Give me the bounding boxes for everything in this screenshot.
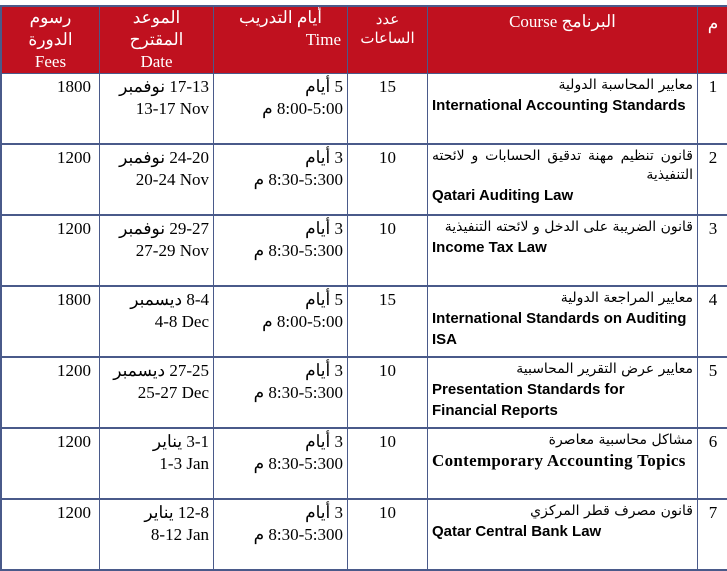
header-date	[100, 7, 214, 74]
course-name-ar: قانون الضريبة على الدخل و لائحته التنفيذية	[444, 219, 693, 235]
fees-cell: 1200	[2, 500, 100, 571]
time-hours: 8:30-5:300 م	[253, 454, 343, 473]
course-cell	[428, 287, 698, 358]
course-name-en: Contemporary Accounting Topics	[432, 451, 686, 470]
date-cell	[100, 358, 214, 429]
header-time-en: Time	[305, 30, 341, 49]
time-hours: 8:00-5:00 م	[262, 312, 343, 331]
time-hours: 8:30-5:300 م	[253, 383, 343, 402]
table-row	[2, 500, 727, 571]
course-name-ar: قانون مصرف قطر المركزي	[530, 503, 693, 519]
date-en: 4-8 Dec	[154, 312, 209, 331]
row-number: 7	[698, 500, 727, 571]
header-fees-en: Fees	[34, 52, 67, 71]
table-header-row	[2, 7, 727, 74]
course-name-ar: معايير المراجعة الدولية	[560, 290, 693, 306]
table-row	[2, 216, 727, 287]
course-name-en: International Standards on Auditing ISA	[432, 310, 687, 348]
time-cell	[214, 358, 348, 429]
hours-cell: 15	[348, 287, 428, 358]
header-hours-ar-2: الساعات	[360, 31, 415, 47]
header-date-ar: الموعد المقترح	[129, 8, 184, 49]
course-name-ar: معايير عرض التقرير المحاسبية	[516, 361, 693, 377]
date-en: 27-29 Nov	[135, 241, 209, 260]
course-cell	[428, 145, 698, 216]
hours-cell: 10	[348, 429, 428, 500]
header-hours	[348, 7, 428, 74]
table-row	[2, 287, 727, 358]
hours-cell: 15	[348, 74, 428, 145]
date-cell	[100, 500, 214, 571]
date-ar: 8-4 ديسمبر	[130, 290, 209, 309]
time-cell	[214, 429, 348, 500]
date-ar: 17-13 نوفمبر	[119, 77, 209, 96]
date-cell	[100, 145, 214, 216]
date-en: 20-24 Nov	[135, 170, 209, 189]
time-days: 5 أيام	[305, 77, 343, 96]
date-ar: 27-25 ديسمبر	[113, 361, 209, 380]
date-en: 25-27 Dec	[137, 383, 209, 402]
time-hours: 8:30-5:300 م	[253, 170, 343, 189]
time-days: 5 أيام	[305, 290, 343, 309]
row-number: 5	[698, 358, 727, 429]
fees-cell: 1200	[2, 216, 100, 287]
course-cell	[428, 74, 698, 145]
header-time	[214, 7, 348, 74]
course-name-en: Qatar Central Bank Law	[432, 523, 602, 540]
time-cell	[214, 74, 348, 145]
course-cell	[428, 429, 698, 500]
header-number	[698, 7, 727, 74]
course-cell	[428, 500, 698, 571]
header-course-label: البرنامج Course	[509, 12, 616, 31]
date-en: 8-12 Jan	[150, 525, 209, 544]
course-schedule-table	[0, 5, 727, 571]
course-name-ar: مشاكل محاسبية معاصرة	[548, 432, 693, 448]
date-cell	[100, 216, 214, 287]
time-days: 3 أيام	[305, 432, 343, 451]
header-hours-ar-1: عدد	[375, 12, 400, 28]
date-cell	[100, 429, 214, 500]
fees-cell: 1200	[2, 145, 100, 216]
time-cell	[214, 287, 348, 358]
header-number-label: م	[707, 14, 719, 33]
course-name-en: Presentation Standards for Financial Reports	[432, 381, 625, 419]
table-row	[2, 358, 727, 429]
date-cell	[100, 74, 214, 145]
time-cell	[214, 145, 348, 216]
course-name-ar: معايير المحاسبة الدولية	[558, 77, 693, 93]
fees-cell: 1800	[2, 74, 100, 145]
course-name-en: Qatari Auditing Law	[432, 187, 574, 204]
time-days: 3 أيام	[305, 503, 343, 522]
header-fees-ar: رسوم الدورة	[28, 8, 73, 49]
header-course	[428, 7, 698, 74]
time-days: 3 أيام	[305, 219, 343, 238]
hours-cell: 10	[348, 145, 428, 216]
course-cell	[428, 216, 698, 287]
time-cell	[214, 500, 348, 571]
date-en: 1-3 Jan	[159, 454, 209, 473]
header-fees	[2, 7, 100, 74]
table-row	[2, 74, 727, 145]
date-ar: 3-1 يناير	[152, 432, 209, 451]
time-days: 3 أيام	[305, 148, 343, 167]
time-hours: 8:30-5:300 م	[253, 241, 343, 260]
time-hours: 8:30-5:300 م	[253, 525, 343, 544]
table-row	[2, 429, 727, 500]
hours-cell: 10	[348, 216, 428, 287]
header-date-en: Date	[140, 52, 173, 71]
course-name-ar: قانون تنظيم مهنة تدقيق الحسابات و لائحته التنفيذية	[432, 148, 693, 183]
row-number: 2	[698, 145, 727, 216]
row-number: 6	[698, 429, 727, 500]
course-cell	[428, 358, 698, 429]
hours-cell: 10	[348, 358, 428, 429]
date-ar: 12-8 يناير	[144, 503, 209, 522]
table-row	[2, 145, 727, 216]
time-cell	[214, 216, 348, 287]
date-ar: 24-20 نوفمبر	[119, 148, 209, 167]
fees-cell: 1200	[2, 429, 100, 500]
row-number: 1	[698, 74, 727, 145]
row-number: 4	[698, 287, 727, 358]
time-hours: 8:00-5:00 م	[262, 99, 343, 118]
fees-cell: 1200	[2, 358, 100, 429]
header-time-ar: أيام التدريب	[239, 8, 322, 27]
hours-cell: 10	[348, 500, 428, 571]
time-days: 3 أيام	[305, 361, 343, 380]
fees-cell: 1800	[2, 287, 100, 358]
course-name-en: Income Tax Law	[432, 239, 547, 256]
row-number: 3	[698, 216, 727, 287]
date-ar: 29-27 نوفمبر	[119, 219, 209, 238]
course-name-en: International Accounting Standards	[432, 97, 686, 114]
date-en: 13-17 Nov	[135, 99, 209, 118]
date-cell	[100, 287, 214, 358]
